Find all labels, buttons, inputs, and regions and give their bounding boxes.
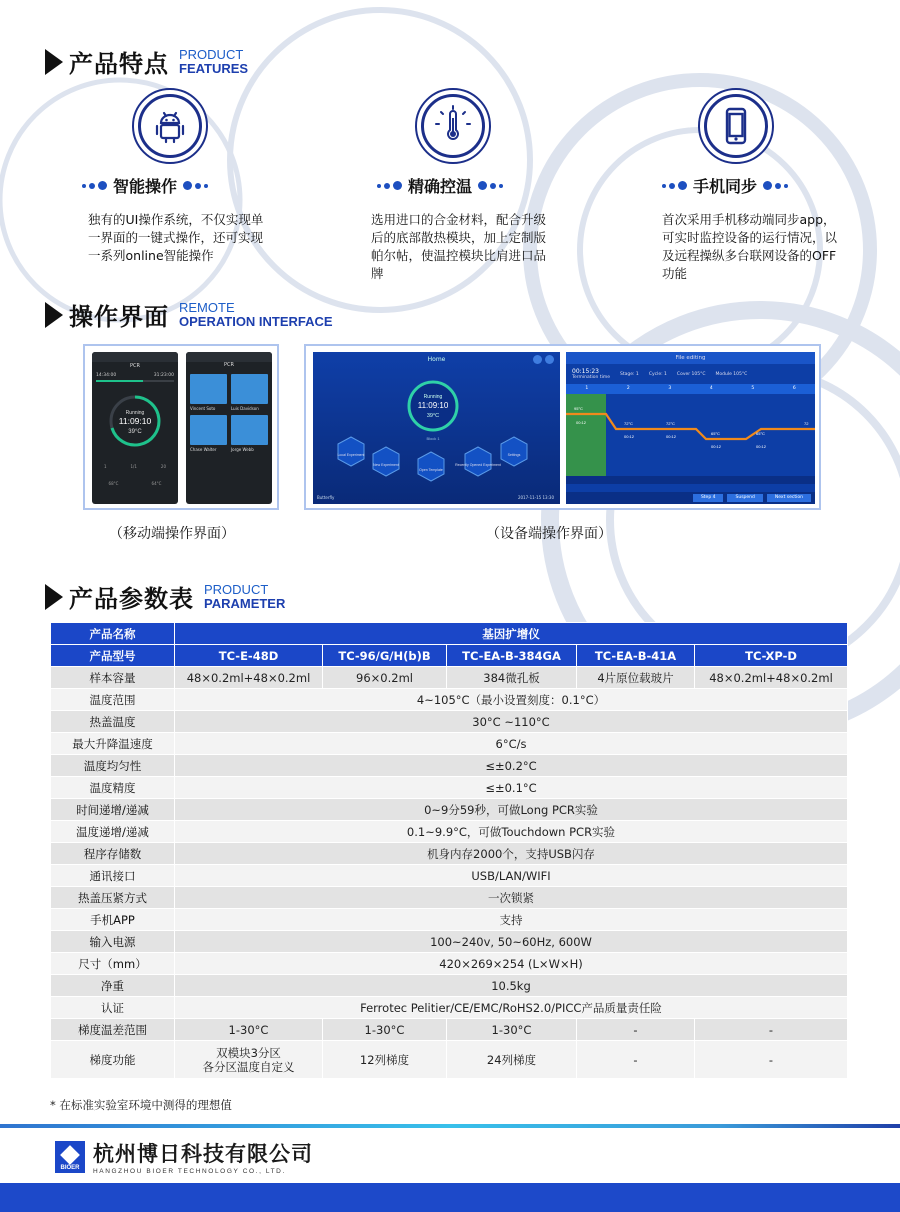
dots-decoration-icon bbox=[82, 181, 107, 190]
table-row bbox=[51, 667, 848, 689]
feature-mobile-sync bbox=[648, 88, 900, 283]
svg-text:Settings: Settings bbox=[507, 453, 521, 457]
device-card[interactable]: Luis Davidson bbox=[231, 374, 268, 411]
feature-description: 选用进口的合金材料，配合升级后的底部散热模块，加上定制版帕尔帖，使温控模块比肩进口品牌 bbox=[371, 212, 547, 281]
smartphone-icon bbox=[716, 106, 756, 146]
cell: 一次锁紧 bbox=[175, 887, 848, 909]
feature-description: 首次采用手机移动端同步app，可实时监控设备的运行情况，以及远程操纵多台联网设备的OFF功能 bbox=[662, 212, 838, 281]
cell: TC-XP-D bbox=[695, 645, 848, 667]
cell: 基因扩增仪 bbox=[175, 623, 848, 645]
feature-icon-ring bbox=[132, 88, 208, 164]
step-button[interactable]: Step 4 bbox=[693, 494, 724, 502]
cell: TC-E-48D bbox=[175, 645, 323, 667]
screen-title: PCR bbox=[130, 363, 140, 369]
cell: 48×0.2ml+48×0.2ml bbox=[695, 667, 848, 689]
cell: 机身内存2000个，支持USB闪存 bbox=[175, 843, 848, 865]
table-row bbox=[51, 799, 848, 821]
cell: 30°C ~110°C bbox=[175, 711, 848, 733]
user-icon[interactable] bbox=[545, 355, 554, 364]
company-name-cn: 杭州博日科技有限公司 bbox=[93, 1142, 313, 1166]
cell: 0~9分59秒，可做Long PCR实验 bbox=[175, 799, 848, 821]
next-section-button[interactable]: Next section bbox=[767, 494, 811, 502]
cell: 1-30°C bbox=[175, 1019, 323, 1041]
svg-text:Recently Opened Experiment: Recently Opened Experiment bbox=[455, 463, 501, 467]
cell: 4片原位载玻片 bbox=[577, 667, 695, 689]
row-label: 样本容量 bbox=[51, 667, 175, 689]
table-row bbox=[51, 931, 848, 953]
row-label: 时间递增/递减 bbox=[51, 799, 175, 821]
row-label: 热盖压紧方式 bbox=[51, 887, 175, 909]
cell: 1-30°C bbox=[447, 1019, 577, 1041]
mobile-ui-screenshot bbox=[83, 344, 279, 510]
cell: 384微孔板 bbox=[447, 667, 577, 689]
row-label: 尺寸（mm） bbox=[51, 953, 175, 975]
cell: 420×269×254 (L×W×H) bbox=[175, 953, 848, 975]
feature-title: 智能操作 bbox=[113, 177, 178, 196]
device-ui-screenshot bbox=[304, 344, 821, 510]
table-row bbox=[51, 953, 848, 975]
dots-decoration-icon bbox=[377, 181, 402, 190]
triangle-bullet-icon bbox=[45, 49, 63, 75]
company-name-en: HANGZHOU BIOER TECHNOLOGY CO., LTD. bbox=[93, 1168, 286, 1175]
table-row bbox=[51, 887, 848, 909]
row-label: 净重 bbox=[51, 975, 175, 997]
row-label: 梯度功能 bbox=[51, 1041, 175, 1079]
feature-smart-operation bbox=[82, 88, 342, 265]
feature-icon-ring bbox=[698, 88, 774, 164]
table-row bbox=[51, 645, 848, 667]
cell: 4~105°C（最小设置刻度：0.1°C） bbox=[175, 689, 848, 711]
close-icon[interactable] bbox=[533, 355, 542, 364]
table-row bbox=[51, 623, 848, 645]
svg-text:00:12: 00:12 bbox=[756, 444, 767, 449]
table-row bbox=[51, 777, 848, 799]
cell: - bbox=[577, 1019, 695, 1041]
svg-text:39°C: 39°C bbox=[128, 429, 142, 435]
table-row bbox=[51, 997, 848, 1019]
svg-text:Open Template: Open Template bbox=[419, 468, 443, 472]
feature-icon-ring bbox=[415, 88, 491, 164]
device-home-screen: Home Running 11:09:10 39°C Block 1 Local Experiment New Experiment Open Template Recently Opened Experiment Settings Butterfly 2017-11-15 13:30 bbox=[313, 352, 560, 504]
dots-decoration-icon bbox=[662, 181, 687, 190]
interface-section-header bbox=[45, 297, 333, 332]
android-icon bbox=[150, 106, 190, 146]
cell: Ferrotec Pelitier/CE/EMC/RoHS2.0/PICC产品质量责任险 bbox=[175, 997, 848, 1019]
svg-text:Local Experiment: Local Experiment bbox=[337, 453, 365, 457]
device-ui-caption: （设备端操作界面） bbox=[486, 526, 612, 542]
cell: 24列梯度 bbox=[447, 1041, 577, 1079]
feature-title: 精确控温 bbox=[408, 177, 473, 196]
cell: 1-30°C bbox=[323, 1019, 447, 1041]
table-row bbox=[51, 755, 848, 777]
cell: 6°C/s bbox=[175, 733, 848, 755]
section-title-cn: 操作界面 bbox=[69, 303, 169, 331]
svg-text:Block 1: Block 1 bbox=[426, 436, 440, 441]
cell: 100~240v, 50~60Hz, 600W bbox=[175, 931, 848, 953]
cell: 12列梯度 bbox=[323, 1041, 447, 1079]
company-logo bbox=[55, 1138, 313, 1175]
row-label: 通讯接口 bbox=[51, 865, 175, 887]
section-title-en: PRODUCT FEATURES bbox=[179, 46, 249, 76]
cell: - bbox=[577, 1041, 695, 1079]
row-label: 热盖温度 bbox=[51, 711, 175, 733]
svg-text:Running: Running bbox=[125, 410, 145, 416]
cell: 96×0.2ml bbox=[323, 667, 447, 689]
table-row bbox=[51, 1019, 848, 1041]
row-label: 程序存储数 bbox=[51, 843, 175, 865]
param-section-header bbox=[45, 579, 285, 614]
svg-text:65°C: 65°C bbox=[756, 431, 765, 436]
mobile-screen-running: PCR 14:34:00 31:23:00 Running 11:09:10 39°C 1 1/1 20 68°C 64°C bbox=[92, 352, 178, 504]
row-label: 温度均匀性 bbox=[51, 755, 175, 777]
suspend-button[interactable]: Suspend bbox=[727, 494, 762, 502]
cell: 48×0.2ml+48×0.2ml bbox=[175, 667, 323, 689]
mobile-screen-devices: PCR Vincent Soto Luis Davidson Chase Walter Jorge Webb bbox=[186, 352, 272, 504]
svg-text:11:09:10: 11:09:10 bbox=[417, 401, 449, 410]
cell: TC-EA-B-41A bbox=[577, 645, 695, 667]
cell: - bbox=[695, 1019, 848, 1041]
svg-text:00:12: 00:12 bbox=[576, 420, 587, 425]
feature-title: 手机同步 bbox=[693, 177, 758, 196]
cell: TC-96/G/H(b)B bbox=[323, 645, 447, 667]
cell: ≤±0.1°C bbox=[175, 777, 848, 799]
dots-decoration-icon bbox=[478, 181, 503, 190]
device-edit-screen: File editing 00:15:23 Termination time Stage: 1 Cycle: 1 Cover 105°C Module 105°C 1 2 3 4 5 6 95°C 72°C 72°C 65°C 65°C 72 00:12 00:12 00:12 00:12 00:12 Step 4 Suspend Next section bbox=[566, 352, 815, 504]
cell: - bbox=[695, 1041, 848, 1079]
svg-text:72°C: 72°C bbox=[666, 421, 675, 426]
divider-band bbox=[0, 1124, 900, 1128]
triangle-bullet-icon bbox=[45, 302, 63, 328]
thermometer-icon bbox=[431, 104, 475, 148]
section-title-cn: 产品参数表 bbox=[69, 585, 194, 613]
row-label: 产品名称 bbox=[51, 623, 175, 645]
footnote: * 在标准实验室环境中测得的理想值 bbox=[50, 1098, 232, 1112]
table-row bbox=[51, 733, 848, 755]
dots-decoration-icon bbox=[183, 181, 208, 190]
svg-text:00:12: 00:12 bbox=[624, 434, 635, 439]
table-row bbox=[51, 909, 848, 931]
step-header: 1 2 3 4 5 6 bbox=[566, 384, 815, 394]
row-label: 认证 bbox=[51, 997, 175, 1019]
dots-decoration-icon bbox=[763, 181, 788, 190]
svg-text:72°C: 72°C bbox=[624, 421, 633, 426]
svg-text:New Experiment: New Experiment bbox=[373, 463, 399, 467]
bioer-logo-icon: BIOER bbox=[55, 1141, 85, 1173]
svg-text:65°C: 65°C bbox=[711, 431, 720, 436]
mobile-ui-caption: （移动端操作界面） bbox=[109, 526, 235, 542]
cell: TC-EA-B-384GA bbox=[447, 645, 577, 667]
row-label: 梯度温差范围 bbox=[51, 1019, 175, 1041]
table-row bbox=[51, 975, 848, 997]
footer-band bbox=[0, 1183, 900, 1212]
feature-description: 独有的UI操作系统，不仅实现单一界面的一键式操作，还可实现一系列online智能操作 bbox=[88, 212, 264, 263]
cell: 双模块3分区 各分区温度自定义 bbox=[175, 1041, 323, 1079]
cell: 0.1~9.9°C，可做Touchdown PCR实验 bbox=[175, 821, 848, 843]
svg-text:11:09:10: 11:09:10 bbox=[118, 416, 152, 426]
cell: USB/LAN/WIFI bbox=[175, 865, 848, 887]
cell: 10.5kg bbox=[175, 975, 848, 997]
feature-precise-temp bbox=[365, 88, 625, 283]
progress-ring bbox=[92, 384, 178, 454]
table-row bbox=[51, 1041, 848, 1079]
cell: 支持 bbox=[175, 909, 848, 931]
row-label: 温度范围 bbox=[51, 689, 175, 711]
svg-text:00:12: 00:12 bbox=[711, 444, 722, 449]
table-row bbox=[51, 711, 848, 733]
row-label: 输入电源 bbox=[51, 931, 175, 953]
svg-text:Running: Running bbox=[423, 394, 443, 400]
table-row bbox=[51, 821, 848, 843]
row-label: 产品型号 bbox=[51, 645, 175, 667]
cell: ≤±0.2°C bbox=[175, 755, 848, 777]
svg-text:72: 72 bbox=[804, 421, 809, 426]
temperature-profile bbox=[566, 394, 815, 484]
row-label: 温度递增/递减 bbox=[51, 821, 175, 843]
parameter-table bbox=[50, 622, 848, 1079]
device-card[interactable]: Jorge Webb bbox=[231, 415, 268, 452]
row-label: 最大升降温速度 bbox=[51, 733, 175, 755]
device-card[interactable]: Vincent Soto bbox=[190, 374, 227, 411]
features-section-header bbox=[45, 44, 248, 79]
home-ring bbox=[313, 366, 560, 486]
row-label: 温度精度 bbox=[51, 777, 175, 799]
row-label: 手机APP bbox=[51, 909, 175, 931]
table-row bbox=[51, 843, 848, 865]
table-row bbox=[51, 689, 848, 711]
table-row bbox=[51, 865, 848, 887]
section-title-en: PRODUCT PARAMETER bbox=[204, 581, 286, 611]
device-card[interactable]: Chase Walter bbox=[190, 415, 227, 452]
svg-text:95°C: 95°C bbox=[574, 406, 583, 411]
svg-text:00:12: 00:12 bbox=[666, 434, 677, 439]
section-title-en: REMOTE OPERATION INTERFACE bbox=[179, 299, 333, 329]
section-title-cn: 产品特点 bbox=[69, 50, 169, 78]
triangle-bullet-icon bbox=[45, 584, 63, 610]
svg-text:39°C: 39°C bbox=[426, 413, 440, 419]
